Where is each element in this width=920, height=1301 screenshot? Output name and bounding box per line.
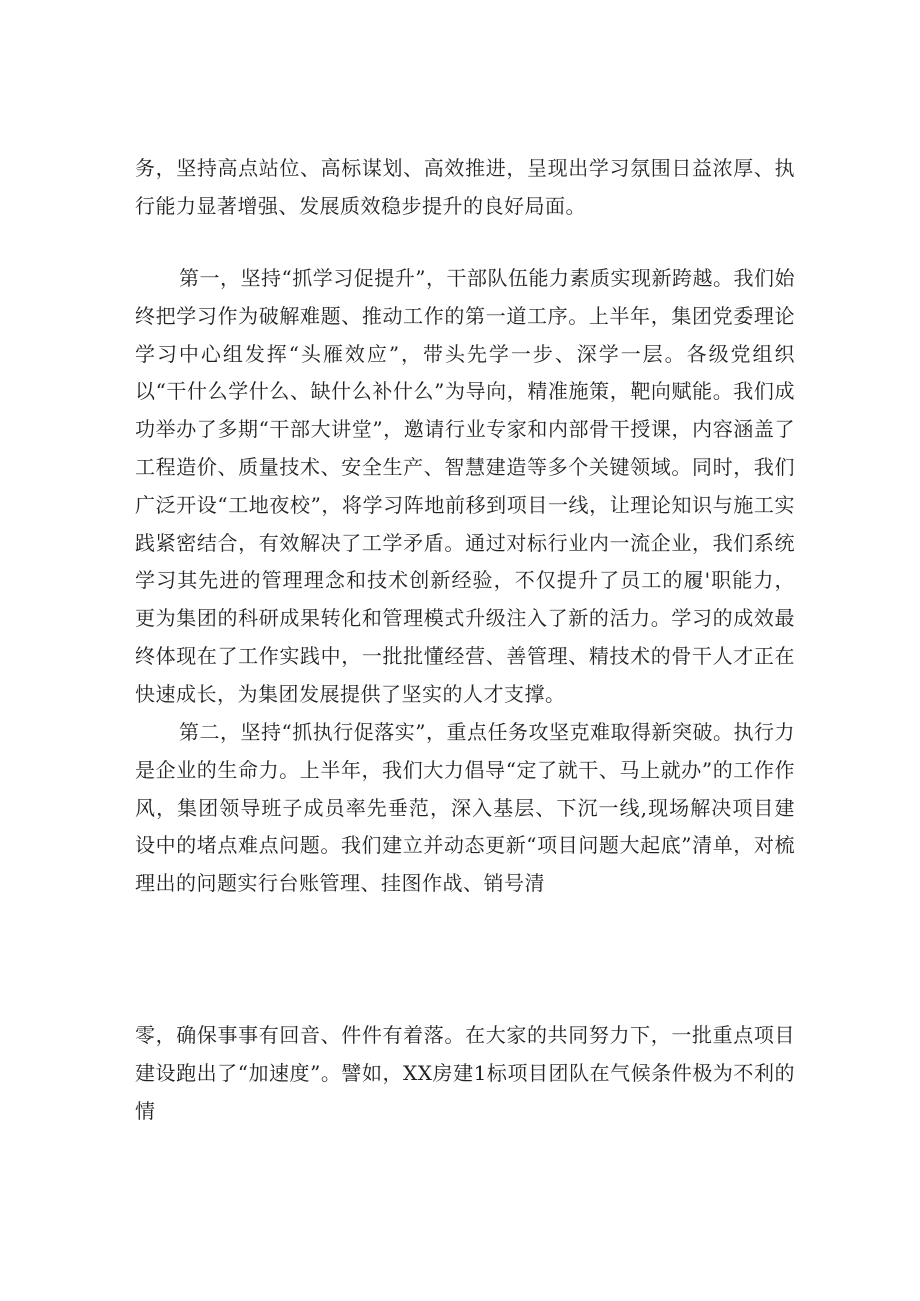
paragraph-second-point: 第二，坚持“抓执行促落实”，重点任务攻坚克难取得新突破。执行力是企业的生命力。上半年，我们大力倡导“定了就干、马上就办”的工作作风，集团领导班子成员率先垂范，深入基层、下沉一线,现场解决项目建设中的堵点难点问题。我们建立并动态更新“项目问题大起底”清单，对梳理出的问题实行台账管理、挂图作战、销号清	[135, 720, 795, 896]
paragraph-continuation-top: 务，坚持高点站位、高标谋划、高效推进，呈现出学习氛围日益浓厚、执行能力显著增强、发展质效稳步提升的良好局面。	[135, 156, 795, 218]
paragraph-continuation-bottom: 零，确保事事有回音、件件有着落。在大家的共同努力下，一批重点项目建设跑出了“加速度”。譬如，XX房建1标项目团队在气候条件极为不利的情	[135, 1023, 795, 1123]
paragraph-first-point: 第一，坚持“抓学习促提升”，干部队伍能力素质实现新跨越。我们始终把学习作为破解难题、推动工作的第一道工序。上半年，集团党委理论学习中心组发挥“头雁效应”，带头先学一步、深学一层。各级党组织以“干什么学什么、缺什么补什么”为导向，精准施策，靶向赋能。我们成功举办了多期“干部大讲堂”，邀请行业专家和内部骨干授课，内容涵盖了工程造价、质量技术、安全生产、智慧建造等多个关键领域。同时，我们广泛开设“工地夜校”，将学习阵地前移到项目一线，让理论知识与施工实践紧密结合，有效解决了工学矛盾。通过对标行业内一流企业，我们系统学习其先进的管理理念和技术创新经验，不仅提升了员工的履'职能力，更为集团的科研成果转化和管理模式升级注入了新的活力。学习的成效最终体现在了工作实践中，一批批懂经营、善管理、精技术的骨干人才正在快速成长，为集团发展提供了坚实的人才支撑。	[135, 266, 795, 706]
